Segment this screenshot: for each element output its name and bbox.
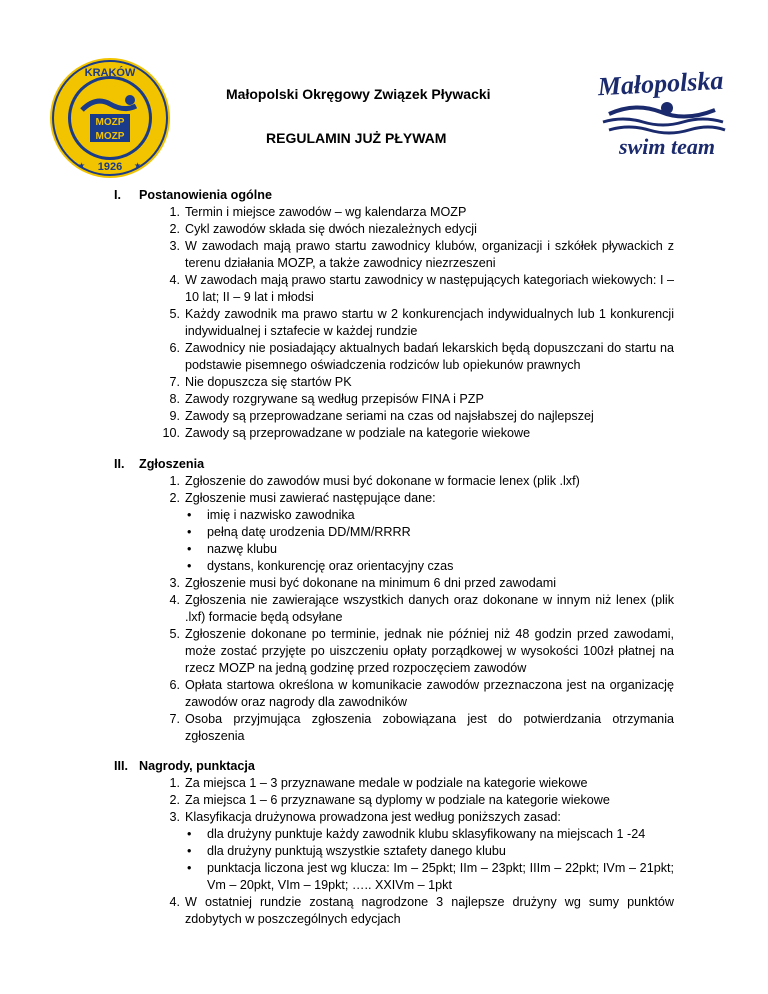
bullet-item: • punktacja liczona jest wg klucza: Im – 25pkt; IIm – 23pkt; IIIm – 22pkt; IVm – 21pkt; Vm – 20pkt, VIm – 19pkt; ….. XXIVm – 1pkt — [187, 861, 674, 892]
section-number: III. — [114, 759, 128, 773]
section-heading — [114, 456, 674, 473]
svg-text:★: ★ — [78, 161, 86, 170]
organization-title: Małopolski Okręgowy Związek Pływacki — [226, 86, 491, 102]
section-awards — [114, 758, 674, 928]
list-item: 5. Zgłoszenie dokonane po terminie, jednak nie później niż 48 godzin przed zawodami, może zostać przyjęte po uiszczeniu opłaty porządkowej w wysokości 100zł płatnej na rzecz MOZP na jedną godzinę przed rozpoczęciem zawodów — [169, 627, 674, 675]
list-item: 3. Klasyfikacja drużynowa prowadzona jest według poniższych zasad: — [169, 810, 561, 824]
logo-badge-bottom: MOZP — [95, 131, 125, 142]
list-item: 8. Zawody rozgrywane są według przepisów FINA i PZP — [169, 392, 484, 406]
logo-right-line2: swim team — [619, 134, 715, 159]
logo-ring-top: KRAKÓW — [84, 67, 136, 79]
list-item: 6. Zawodnicy nie posiadający aktualnych badań lekarskich będą dopuszczani do startu na podstawie pisemnego oświadczenia rodziców lub opiekunów prawnych — [169, 341, 674, 372]
section-general — [114, 187, 674, 442]
section-title: Nagrody, punktacja — [139, 759, 255, 773]
logo-right-line1: Małopolska — [597, 65, 725, 102]
mozp-logo — [48, 56, 172, 180]
list-item: 2. Cykl zawodów składa się dwóch niezależnych edycji — [169, 222, 477, 236]
bullet-item: • pełną datę urodzenia DD/MM/RRRR — [187, 525, 411, 539]
section-entries — [114, 456, 674, 745]
list-item: 7. Osoba przyjmująca zgłoszenia zobowiązana jest do potwierdzania otrzymania zgłoszenia — [169, 712, 674, 743]
section-title: Postanowienia ogólne — [139, 188, 272, 202]
list-item: 5. Każdy zawodnik ma prawo startu w 2 konkurencjach indywidualnych lub 1 konkurencji indywidualnej i sztafecie w każdej rundzie — [169, 307, 674, 338]
bullet-item: • dla drużyny punktują wszystkie sztafety danego klubu — [187, 844, 506, 858]
list-item: 2. Za miejsca 1 – 6 przyznawane są dyplomy w podziale na kategorie wiekowe — [169, 793, 610, 807]
section-title: Zgłoszenia — [139, 457, 205, 471]
bullet-item: • dystans, konkurencję oraz orientacyjny czas — [187, 559, 454, 573]
list-item: 2. Zgłoszenie musi zawierać następujące dane: — [169, 491, 436, 505]
list-item: 7. Nie dopuszcza się startów PK — [169, 375, 352, 389]
list-item: 4. W ostatniej rundzie zostaną nagrodzone 3 najlepsze drużyny wg sumy punktów zdobytych w poszczególnych edycjach — [169, 895, 674, 926]
list-item: 9. Zawody są przeprowadzane seriami na czas od najsłabszej do najlepszej — [169, 409, 594, 423]
bullet-item: • dla drużyny punktuje każdy zawodnik klubu sklasyfikowany na miejscach 1 -24 — [187, 827, 646, 841]
list-item: 4. W zawodach mają prawo startu zawodnicy w następujących kategoriach wiekowych: I – 10 lat; II – 9 lat i młodsi — [169, 273, 674, 304]
list-item: 1. Termin i miejsce zawodów – wg kalendarza MOZP — [169, 205, 467, 219]
logo-badge-top: MOZP — [95, 117, 125, 128]
document-title: REGULAMIN JUŻ PŁYWAM — [266, 130, 447, 146]
list-item: 3. W zawodach mają prawo startu zawodnicy klubów, organizacji i szkółek pływackich z terenu działania MOZP, a także zawodnicy niezrzeszeni — [169, 239, 674, 270]
logo-year: 1926 — [97, 161, 123, 173]
list-item: 4. Zgłoszenia nie zawierające wszystkich danych oraz dokonane w innym niż lenex (plik .lxf) formacie będą odsyłane — [169, 593, 674, 624]
section-number: II. — [114, 457, 125, 471]
section-number: I. — [114, 188, 121, 202]
list-item: 10. Zawody są przeprowadzane w podziale na kategorie wiekowe — [162, 426, 531, 440]
swim-team-logo — [575, 62, 747, 162]
bullet-item: • imię i nazwisko zawodnika — [187, 508, 355, 522]
list-item: 6. Opłata startowa określona w komunikacie zawodów przeznaczona jest na organizację zawodów oraz nagrody dla zawodników — [169, 678, 674, 709]
section-heading — [114, 758, 674, 775]
svg-text:★: ★ — [134, 161, 142, 170]
list-item: 1. Zgłoszenie do zawodów musi być dokonane w formacie lenex (plik .lxf) — [169, 474, 580, 488]
bullet-item: • nazwę klubu — [187, 542, 278, 556]
section-heading — [114, 187, 674, 204]
list-item: 3. Zgłoszenie musi być dokonane na minimum 6 dni przed zawodami — [169, 576, 556, 590]
list-item: 1. Za miejsca 1 – 3 przyznawane medale w podziale na kategorie wiekowe — [169, 776, 588, 790]
